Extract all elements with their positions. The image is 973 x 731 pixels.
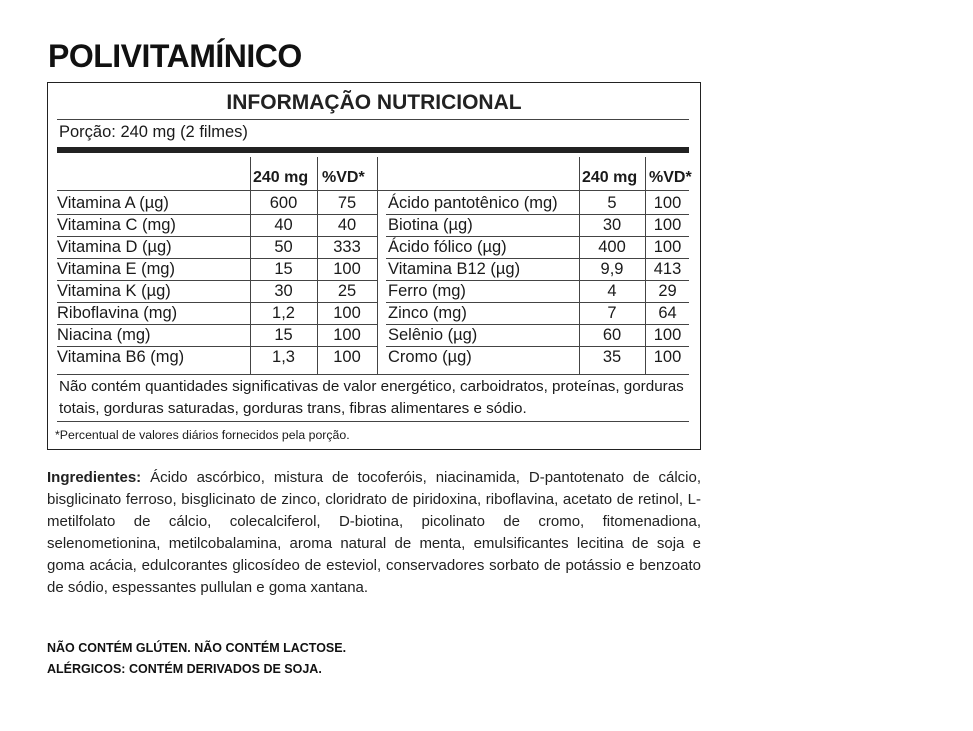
left-amount-header: 240 mg <box>253 169 309 186</box>
left-nutrient-vd: 100 <box>333 326 361 344</box>
right-nutrient-amount: 9,9 <box>600 260 624 278</box>
nutrition-facts-panel <box>47 82 701 450</box>
header-divider <box>57 190 689 191</box>
left-nutrient-name: Riboflavina (mg) <box>57 304 178 322</box>
row-divider <box>386 346 689 347</box>
right-nutrient-vd: 100 <box>653 326 682 344</box>
right-nutrient-name: Selênio (µg) <box>388 326 478 344</box>
right-nutrient-name: Ácido pantotênico (mg) <box>388 194 558 212</box>
row-divider <box>386 214 689 215</box>
row-divider <box>57 280 378 281</box>
right-nutrient-vd: 100 <box>653 194 682 212</box>
right-nutrient-amount: 400 <box>598 238 626 256</box>
right-nutrient-name: Cromo (µg) <box>388 348 472 366</box>
right-nutrient-amount: 30 <box>602 216 622 234</box>
left-nutrient-amount: 1,3 <box>272 348 295 366</box>
left-nutrient-amount: 50 <box>274 238 293 256</box>
row-divider <box>386 324 689 325</box>
right-nutrient-amount: 60 <box>602 326 622 344</box>
allergen-warning: ALÉRGICOS: CONTÉM DERIVADOS DE SOJA. <box>47 662 322 676</box>
left-nutrient-vd: 333 <box>333 238 361 256</box>
left-nutrient-amount: 40 <box>274 216 293 234</box>
row-divider <box>386 258 689 259</box>
left-nutrient-vd: 25 <box>337 282 357 300</box>
right-nutrient-vd: 413 <box>653 260 682 278</box>
right-nutrient-vd: 29 <box>658 282 677 300</box>
row-divider <box>57 346 378 347</box>
left-nutrient-name: Niacina (mg) <box>57 326 151 344</box>
right-nutrient-name: Zinco (mg) <box>388 304 467 322</box>
table-bottom-divider <box>57 374 689 375</box>
row-divider <box>57 236 378 237</box>
left-nutrient-vd: 75 <box>337 194 357 212</box>
right-nutrient-amount: 4 <box>607 282 617 300</box>
right-nutrient-vd: 100 <box>653 216 682 234</box>
right-nutrient-name: Ferro (mg) <box>388 282 466 300</box>
right-nutrient-vd: 64 <box>658 304 677 322</box>
row-divider <box>57 258 378 259</box>
left-nutrient-name: Vitamina B6 (mg) <box>57 348 185 366</box>
nutrition-note: Não contém quantidades significativas de valor energético, carboidratos, proteínas, gorduras totais, gorduras saturadas, gorduras trans, fibras alimentares e sódio. <box>59 378 684 417</box>
left-nutrient-name: Vitamina D (µg) <box>57 238 172 256</box>
ingredients-label: Ingredientes: <box>47 469 142 486</box>
right-amount-header: 240 mg <box>582 169 638 186</box>
left-nutrient-amount: 30 <box>274 282 293 300</box>
gluten-lactose-warning: NÃO CONTÉM GLÚTEN. NÃO CONTÉM LACTOSE. <box>47 641 347 655</box>
footnote: *Percentual de valores diários fornecidos pela porção. <box>55 428 350 442</box>
ingredients-text: Ácido ascórbico, mistura de tocoferóis, niacinamida, D-pantotenato de cálcio, bisglicinato ferroso, bisglicinato de zinco, cloridrato de piridoxina, riboflavina, acetato de retinol, L-metilfolato de cálcio, colecalciferol, D-biotina, picolinato de cromo, fitomenadiona, selenometionina, metilcobalamina, aroma natural de menta, emulsificantes lecitina de soja e goma acácia, edulcorantes glicosídeo de esteviol, conservadores sorbato de potássio e benzoato de sódio, espessantes pullulan e goma xantana. <box>47 469 701 596</box>
right-nutrient-amount: 7 <box>607 304 617 322</box>
portion-size: Porção: 240 mg (2 filmes) <box>59 123 248 141</box>
right-nutrient-amount: 5 <box>607 194 617 212</box>
right-vd-header: %VD* <box>649 169 692 186</box>
left-nutrient-amount: 1,2 <box>272 304 295 322</box>
thick-divider <box>57 147 689 153</box>
left-nutrient-name: Vitamina E (mg) <box>57 260 175 278</box>
panel-heading: INFORMAÇÃO NUTRICIONAL <box>226 91 522 114</box>
divider <box>57 119 689 120</box>
left-nutrient-amount: 15 <box>274 260 293 278</box>
right-nutrient-vd: 100 <box>653 238 682 256</box>
right-nutrient-name: Ácido fólico (µg) <box>388 238 507 256</box>
right-nutrient-name: Vitamina B12 (µg) <box>388 260 521 278</box>
left-nutrient-name: Vitamina K (µg) <box>57 282 171 300</box>
divider <box>57 421 689 422</box>
row-divider <box>57 302 378 303</box>
left-nutrient-name: Vitamina C (mg) <box>57 216 176 234</box>
right-nutrient-name: Biotina (µg) <box>388 216 473 234</box>
left-nutrient-name: Vitamina A (µg) <box>57 194 169 212</box>
row-divider <box>57 324 378 325</box>
right-nutrient-vd: 100 <box>653 348 682 366</box>
left-nutrient-amount: 15 <box>274 326 293 344</box>
left-nutrient-vd: 40 <box>337 216 357 234</box>
right-nutrient-amount: 35 <box>602 348 622 366</box>
product-title: POLIVITAMÍNICO <box>48 38 302 74</box>
left-nutrient-vd: 100 <box>333 348 361 366</box>
row-divider <box>386 236 689 237</box>
row-divider <box>386 280 689 281</box>
left-nutrient-vd: 100 <box>333 260 361 278</box>
row-divider <box>386 302 689 303</box>
ingredients-paragraph <box>47 467 701 599</box>
left-vd-header: %VD* <box>322 169 365 186</box>
row-divider <box>57 214 378 215</box>
left-nutrient-amount: 600 <box>269 194 298 212</box>
left-nutrient-vd: 100 <box>333 304 361 322</box>
